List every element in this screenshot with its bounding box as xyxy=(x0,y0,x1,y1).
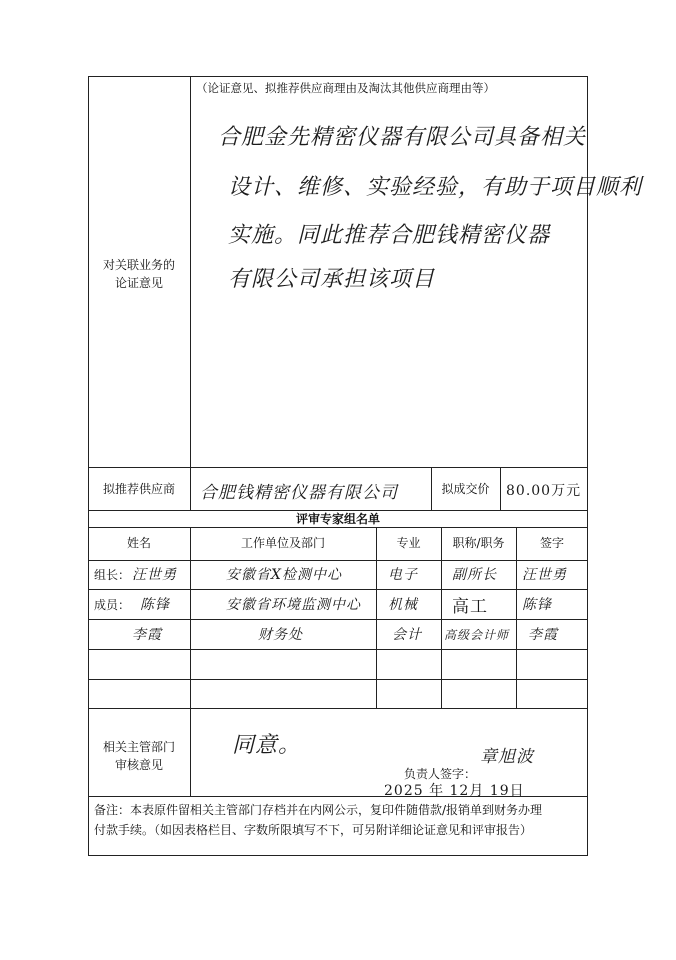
divider xyxy=(88,467,588,468)
column-header: 工作单位及部门 xyxy=(240,536,325,550)
date-text: 2025 年 12月 19日 xyxy=(384,783,525,799)
price-label: 拟成交价 xyxy=(441,482,490,496)
argument-label: 论证意见 xyxy=(114,276,163,290)
price-value: 80.00万元 xyxy=(506,483,582,499)
column-header: 专业 xyxy=(396,536,421,550)
supplier-label: 拟推荐供应商 xyxy=(102,482,175,496)
divider xyxy=(88,708,588,709)
row-title: 高级会计师 xyxy=(444,628,510,642)
argument-label: 对关联业务的 xyxy=(102,258,175,272)
argument-hint: （论证意见、拟推荐供应商理由及淘汰其他供应商理由等） xyxy=(196,81,495,95)
divider xyxy=(190,527,191,708)
divider xyxy=(88,619,588,620)
row-title: 副所长 xyxy=(452,567,497,583)
divider xyxy=(500,467,501,510)
row-name: 汪世勇 xyxy=(132,567,177,583)
row-name: 李霞 xyxy=(132,627,162,643)
divider xyxy=(88,589,588,590)
argument-text-line: 实施。同此推荐合肥钱精密仪器 xyxy=(228,223,551,248)
row-major: 会计 xyxy=(392,627,422,643)
row-unit: 安徽省X检测中心 xyxy=(226,567,342,583)
dept-label: 相关主管部门 xyxy=(102,740,175,754)
divider xyxy=(190,708,191,796)
row-major: 电子 xyxy=(388,567,418,583)
dept-label: 审核意见 xyxy=(114,758,163,772)
row-sign: 陈锋 xyxy=(522,597,552,613)
argument-text-line: 合肥金先精密仪器有限公司具备相关 xyxy=(218,125,587,150)
responsible-sign: 章旭波 xyxy=(480,747,534,767)
divider xyxy=(88,560,588,561)
divider xyxy=(376,527,377,708)
row-major: 机械 xyxy=(388,597,418,613)
dept-opinion: 同意。 xyxy=(232,733,302,758)
row-unit: 财务处 xyxy=(258,627,303,643)
argument-text-line: 设计、维修、实验经验，有助于项目顺利 xyxy=(228,175,643,200)
row-name: 陈锋 xyxy=(140,597,170,613)
argument-text-line: 有限公司承担该项目 xyxy=(228,267,436,292)
divider xyxy=(516,527,517,708)
column-header: 姓名 xyxy=(126,536,151,550)
responsible-label: 负责人签字： xyxy=(404,767,477,781)
row-sign: 汪世勇 xyxy=(522,567,567,583)
column-header: 职称/职务 xyxy=(452,536,505,550)
supplier-value: 合肥钱精密仪器有限公司 xyxy=(200,483,398,503)
row-role: 成员： xyxy=(94,598,131,612)
remark-line: 备注：本表原件留相关主管部门存档并在内网公示，复印件随借款/报销单到财务办理 xyxy=(94,803,543,817)
divider xyxy=(88,649,588,650)
row-unit: 安徽省环境监测中心 xyxy=(226,597,361,613)
divider xyxy=(441,527,442,708)
experts-title: 评审专家组名单 xyxy=(295,512,380,526)
row-sign: 李霞 xyxy=(528,627,558,643)
divider xyxy=(88,679,588,680)
row-role: 组长： xyxy=(94,568,131,582)
row-title: 高工 xyxy=(452,597,488,617)
remark-line: 付款手续。（如因表格栏目、字数所限填写不下，可另附详细论证意见和评审报告） xyxy=(94,823,533,837)
column-header: 签字 xyxy=(539,536,564,550)
divider xyxy=(190,76,191,510)
